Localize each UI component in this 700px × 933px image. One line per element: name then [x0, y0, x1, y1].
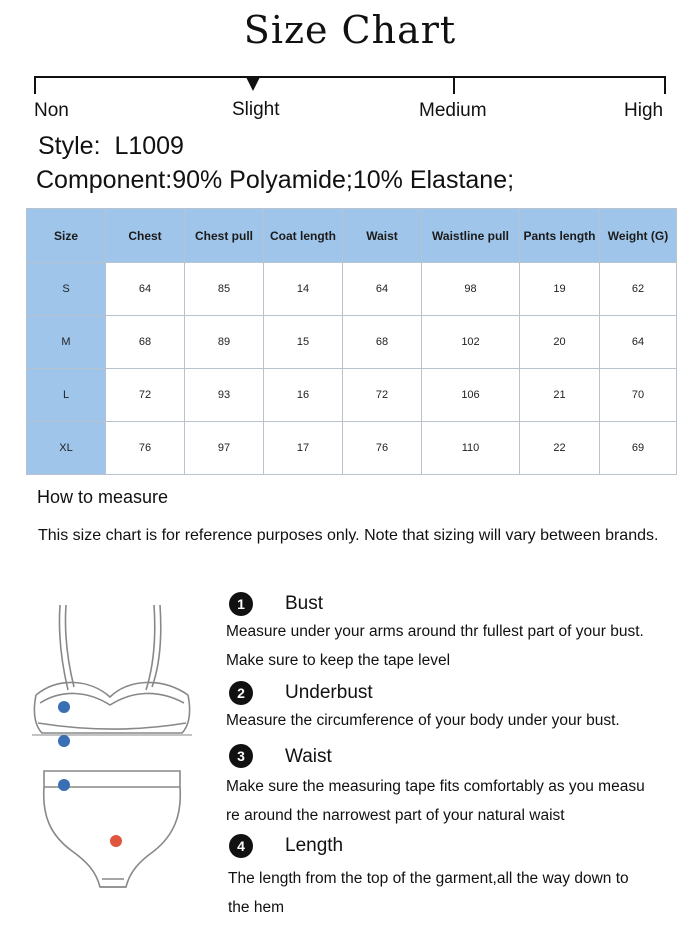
header-weight: Weight (G): [600, 209, 677, 263]
header-waistline-pull: Waistline pull: [422, 209, 520, 263]
header-coat-length: Coat length: [264, 209, 343, 263]
step-4-title: Length: [285, 835, 344, 856]
table-cell: 68: [343, 316, 422, 369]
step-2-title: Underbust: [285, 682, 373, 703]
marker-4-icon: [110, 835, 122, 847]
table-cell: 72: [343, 369, 422, 422]
step-3-number-icon: 3: [229, 744, 253, 768]
step-4-line-2: the hem: [228, 899, 285, 916]
step-1-line-1: Measure under your arms around thr fullest part of your bust.: [226, 623, 644, 640]
header-chest: Chest: [106, 209, 185, 263]
table-cell: 106: [422, 369, 520, 422]
how-to-measure-note: This size chart is for reference purposes only. Note that sizing will vary between brands.: [38, 527, 659, 544]
table-cell: 21: [520, 369, 600, 422]
step-1-title: Bust: [285, 593, 324, 614]
stretch-scale-line: [34, 76, 666, 78]
table-cell: 68: [106, 316, 185, 369]
step-2-line-1: Measure the circumference of your body under your bust.: [226, 712, 620, 729]
table-cell: 69: [600, 422, 677, 475]
table-row: [27, 422, 677, 475]
header-chest-pull: Chest pull: [185, 209, 264, 263]
table-cell: 64: [106, 263, 185, 316]
size-table: [26, 208, 677, 475]
how-to-measure-title: How to measure: [37, 487, 169, 507]
stretch-label-medium: Medium: [419, 100, 487, 121]
table-cell: 64: [343, 263, 422, 316]
stretch-selected-marker-icon: [246, 77, 260, 91]
table-cell: 97: [185, 422, 264, 475]
table-cell: 22: [520, 422, 600, 475]
step-3-text: [226, 772, 676, 830]
table-cell: 85: [185, 263, 264, 316]
table-cell-size: M: [27, 316, 106, 369]
table-cell: 76: [343, 422, 422, 475]
step-4-line-1: The length from the top of the garment,all the way down to: [228, 870, 629, 887]
table-cell: 15: [264, 316, 343, 369]
style-label: Style:: [38, 132, 101, 160]
table-row: [27, 369, 677, 422]
stretch-scale: [34, 76, 666, 94]
stretch-tick-high: [664, 76, 666, 94]
style-line: [38, 132, 184, 161]
marker-1-icon: [58, 701, 70, 713]
table-cell: 14: [264, 263, 343, 316]
step-4-number-icon: 4: [229, 834, 253, 858]
step-1-number-icon: 1: [229, 592, 253, 616]
table-cell: 93: [185, 369, 264, 422]
table-cell: 64: [600, 316, 677, 369]
table-cell: 89: [185, 316, 264, 369]
table-cell: 16: [264, 369, 343, 422]
stretch-label-high: High: [624, 100, 664, 121]
table-cell: 19: [520, 263, 600, 316]
page-title: Size Chart: [243, 8, 457, 52]
header-pants-length: Pants length: [520, 209, 600, 263]
table-cell: 76: [106, 422, 185, 475]
table-header-row: [27, 209, 677, 263]
stretch-label-slight: Slight: [232, 99, 280, 120]
table-cell-size: XL: [27, 422, 106, 475]
header-waist: Waist: [343, 209, 422, 263]
step-4-text: [228, 864, 678, 922]
stretch-tick-medium: [453, 76, 455, 94]
table-row: [27, 316, 677, 369]
step-1-text: [226, 617, 676, 675]
style-value: L1009: [114, 132, 184, 160]
step-2-number-icon: 2: [229, 681, 253, 705]
marker-3-icon: [58, 779, 70, 791]
step-3-line-2: re around the narrowest part of your natural waist: [226, 807, 565, 824]
stretch-tick-non: [34, 76, 36, 94]
table-cell: 98: [422, 263, 520, 316]
table-cell-size: S: [27, 263, 106, 316]
table-cell: 17: [264, 422, 343, 475]
step-3-title: Waist: [285, 746, 332, 767]
table-cell: 72: [106, 369, 185, 422]
table-cell-size: L: [27, 369, 106, 422]
table-cell: 20: [520, 316, 600, 369]
table-cell: 62: [600, 263, 677, 316]
step-1-line-2: Make sure to keep the tape level: [226, 652, 451, 669]
table-cell: 70: [600, 369, 677, 422]
step-3-line-1: Make sure the measuring tape fits comfortably as you measu: [226, 778, 645, 795]
step-2-text: [226, 706, 676, 735]
header-size: Size: [27, 209, 106, 263]
garment-illustration: [28, 595, 198, 905]
marker-2-icon: [58, 735, 70, 747]
stretch-label-non: Non: [34, 100, 69, 121]
table-cell: 102: [422, 316, 520, 369]
table-row: [27, 263, 677, 316]
component-line: Component:90% Polyamide;10% Elastane;: [36, 166, 515, 194]
table-cell: 110: [422, 422, 520, 475]
